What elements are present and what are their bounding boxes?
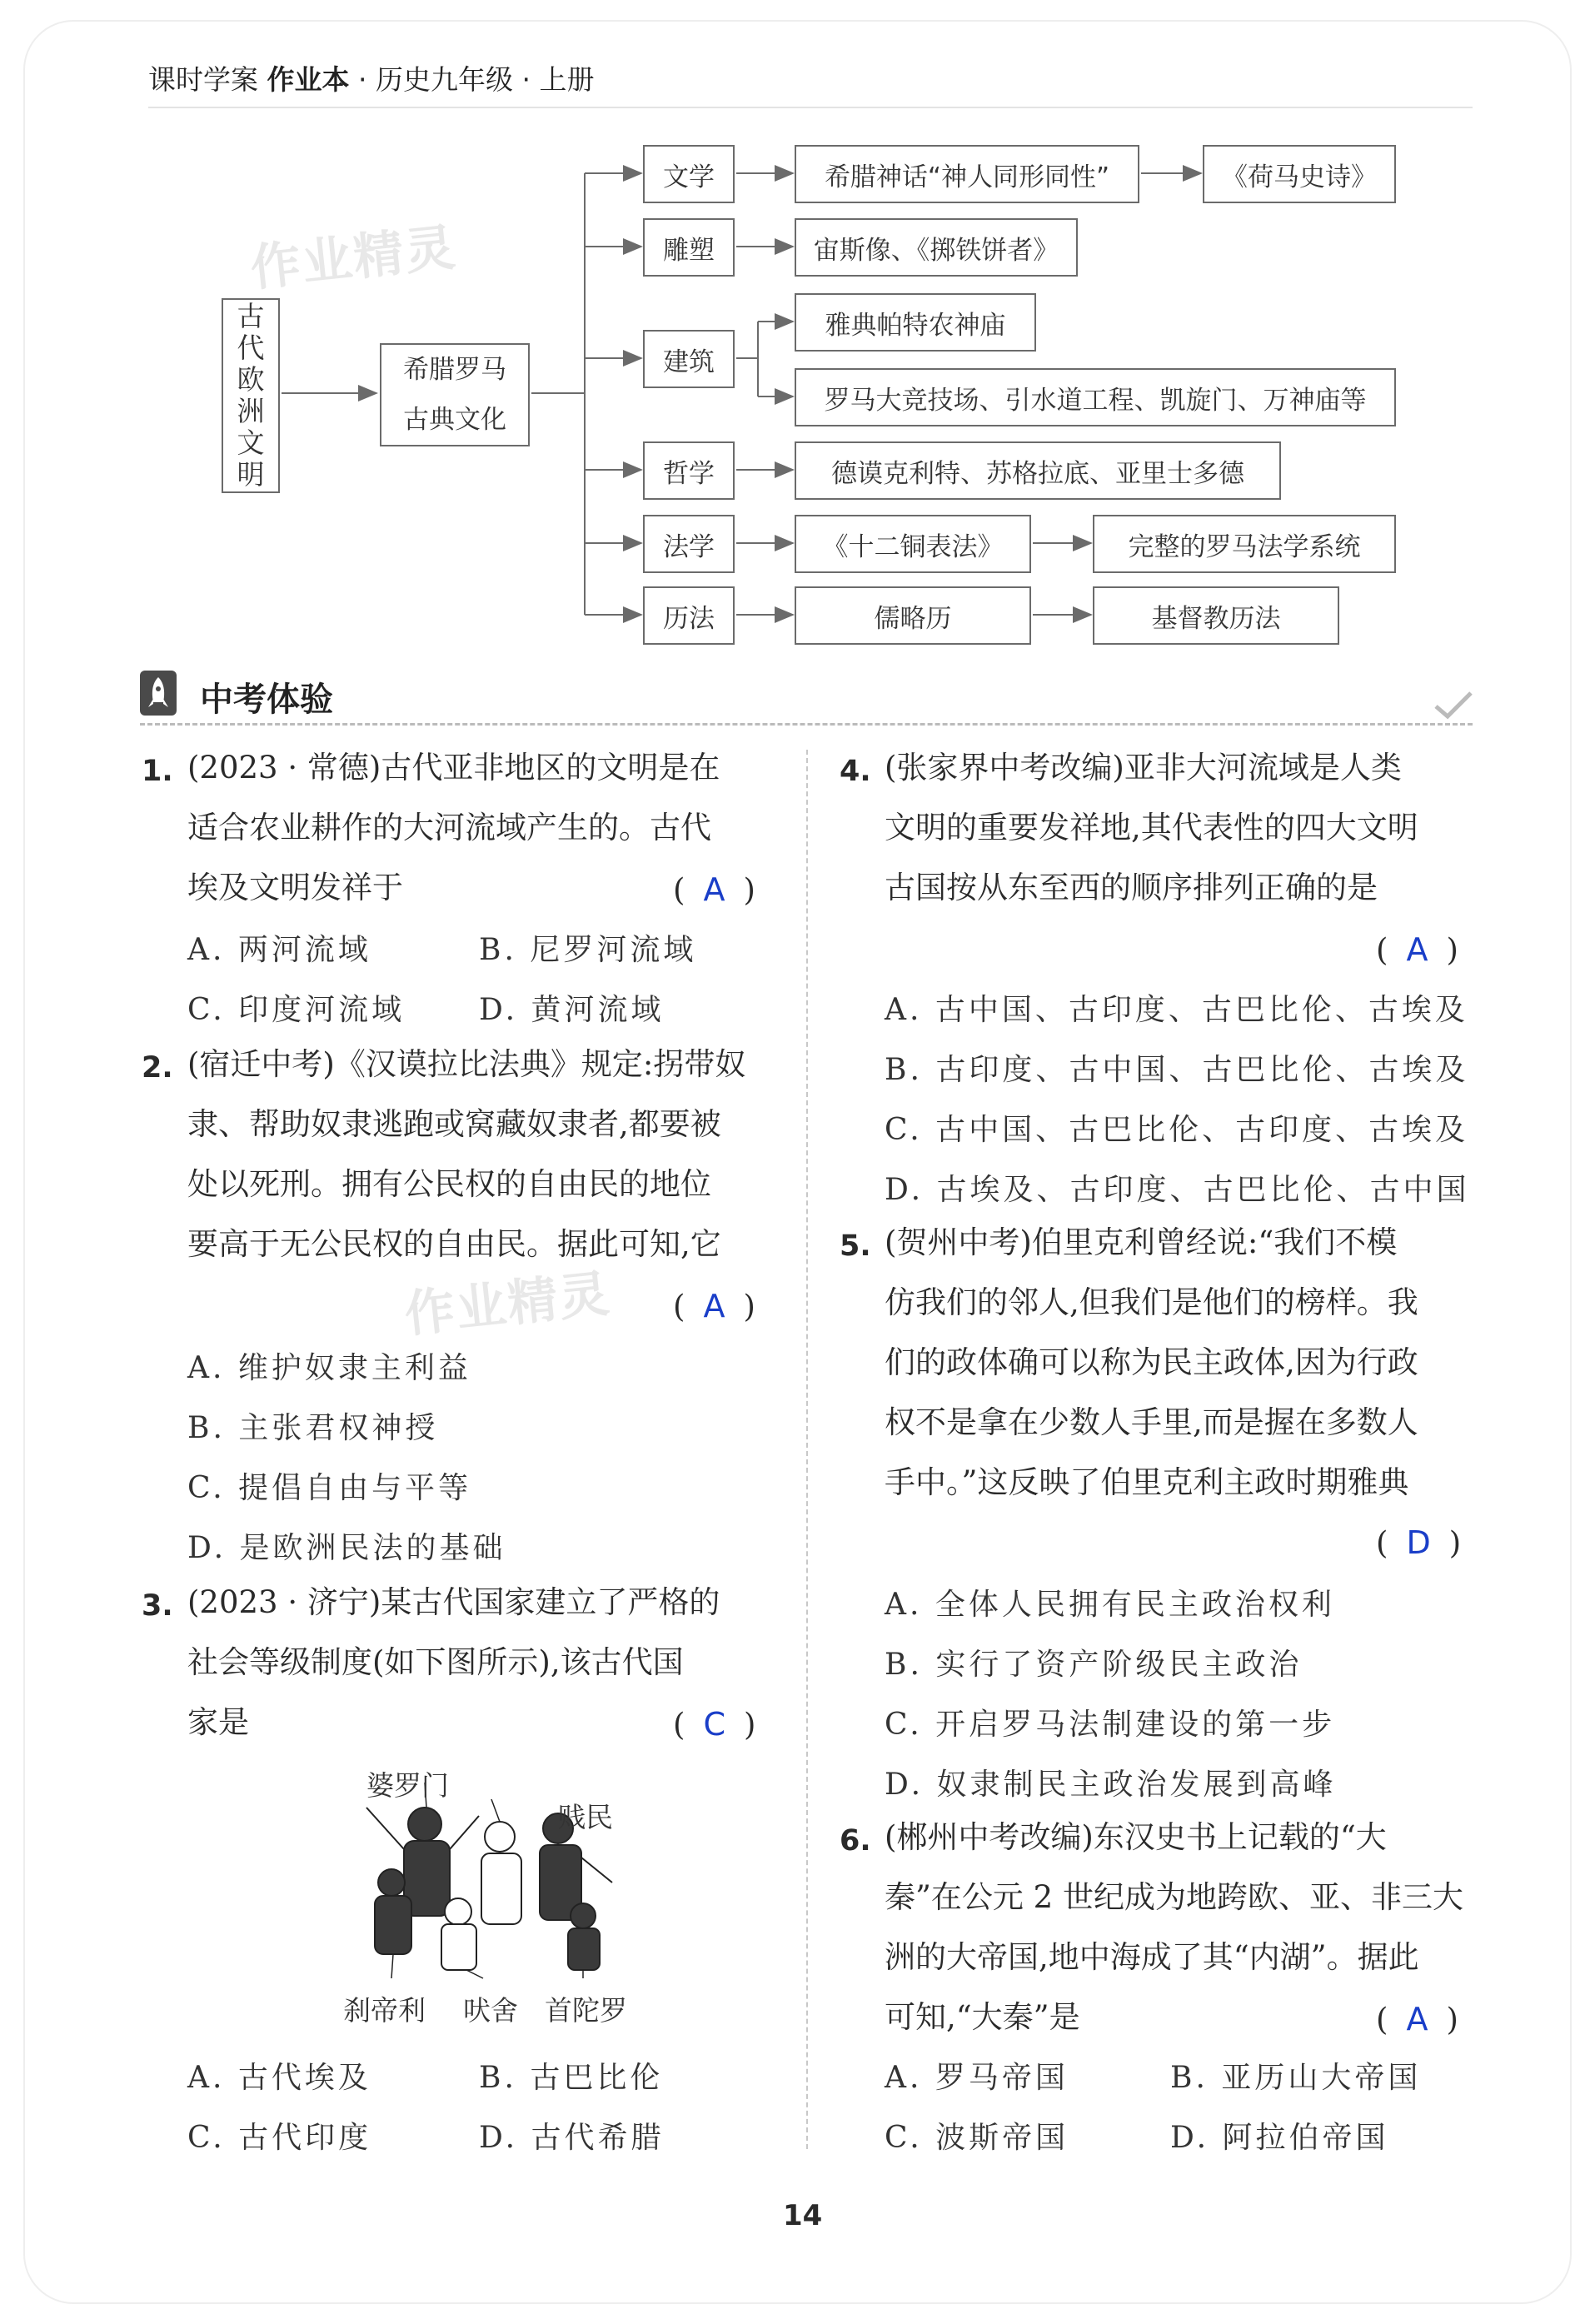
q2-option-b: B. 主张君权神授 [187,1411,439,1445]
q5-number: 5. [840,1229,871,1263]
q2-number: 2. [142,1051,173,1085]
q2-option-a: A. 维护奴隶主利益 [187,1351,471,1385]
section-rule [140,723,1473,726]
q2-stem: (宿迁中考)《汉谟拉比法典》规定:拐带奴 隶、帮助奴隶逃跑或窝藏奴隶者,都要被 处以死刑。拥有公民权的自由民的地位 要高于无公民权的自由民。据此可知,它 [187,1046,746,1262]
q4-stem: (张家界中考改编)亚非大河流域是人类 文明的重要发祥地,其代表性的四大文明 古国按从东至西的顺序排列正确的是 [885,750,1418,905]
item-christian-calendar: 基督教历法 [1093,586,1339,645]
q1-stem: (2023 · 常德)古代亚非地区的文明是在 适合农业耕作的大河流域产生的。古代 埃及文明发祥于 [187,750,720,905]
q5-option-b: B. 实行了资产阶级民主政治 [885,1648,1303,1682]
branch-sculpture: 雕塑 [643,218,735,277]
item-philosophers: 德谟克利特、苏格拉底、亚里士多德 [795,441,1281,500]
label-kshatriya: 刹帝利 [343,1994,426,2027]
q6-option-a: A. 罗马帝国 [885,2061,1069,2095]
q3-option-d: D. 古代希腊 [479,2121,665,2155]
q3-option-b: B. 古巴比伦 [479,2061,664,2095]
q5-stem: (贺州中考)伯里克利曾经说:“我们不模 仿我们的邻人,但我们是他们的榜样。我 们的政体确可以称为民主政体,因为行政 权不是拿在少数人手里,而是握在多数人 手中。”这反映了伯里克利主政时期雅典 [885,1224,1418,1500]
item-roman-law-system: 完整的罗马法学系统 [1093,515,1396,573]
q5-option-a: A. 全体人民拥有民主政治权利 [885,1588,1335,1622]
mindmap-center: 希腊罗马 古典文化 [380,343,530,446]
q3-stem: (2023 · 济宁)某古代国家建立了严格的 社会等级制度(如下图所示),该古代国 家是 [187,1584,720,1740]
branch-literature: 文学 [643,145,735,203]
q5-option-c: C. 开启罗马法制建设的第一步 [885,1708,1336,1742]
item-greek-mythology: 希腊神话“神人同形同性” [795,145,1139,203]
q2-answer: ( A ) [673,1288,755,1324]
q1-answer: ( A ) [673,871,755,908]
label-dalit: 贱民 [558,1801,613,1833]
q4-option-d: D. 古埃及、古印度、古巴比伦、古中国 [885,1173,1470,1207]
column-divider [806,750,808,2149]
section-title: 中考体验 [200,681,333,719]
q6-option-b: B. 亚历山大帝国 [1170,2061,1422,2095]
checkmark-icon [1433,688,1474,721]
label-shudra: 首陀罗 [545,1994,627,2027]
item-julian-calendar: 儒略历 [795,586,1031,645]
branch-calendar: 历法 [643,586,735,645]
q3-number: 3. [142,1589,173,1623]
q5-answer: ( D ) [1376,1524,1462,1561]
item-parthenon: 雅典帕特农神庙 [795,293,1036,352]
branch-philosophy: 哲学 [643,441,735,500]
q1-option-d: D. 黄河流域 [479,993,665,1027]
q6-option-c: C. 波斯帝国 [885,2121,1069,2155]
q3-option-a: A. 古代埃及 [187,2061,371,2095]
q5-option-d: D. 奴隶制民主政治发展到高峰 [885,1768,1337,1802]
branch-law: 法学 [643,515,735,573]
q6-option-d: D. 阿拉伯帝国 [1170,2121,1389,2155]
item-zeus-statue: 宙斯像、《掷铁饼者》 [795,218,1078,277]
rocket-icon [140,671,177,716]
q2-option-c: C. 提倡自由与平等 [187,1471,472,1505]
q4-number: 4. [840,755,871,788]
page-number: 14 [783,2199,823,2232]
q1-option-c: C. 印度河流域 [187,993,406,1027]
q1-option-a: A. 两河流域 [187,933,371,967]
label-vaishya: 吠舍 [463,1994,518,2027]
label-brahmin: 婆罗门 [366,1769,449,1802]
book-header: 课时学案 作业本 · 历史九年级 · 上册 [148,63,595,96]
branch-architecture: 建筑 [643,330,735,388]
q4-answer: ( A ) [1376,931,1458,968]
q2-option-d: D. 是欧洲民法的基础 [187,1531,506,1565]
watermark: 作业精灵 [401,1264,614,1344]
q4-option-c: C. 古中国、古巴比伦、古印度、古埃及 [885,1113,1469,1147]
q6-stem: (郴州中考改编)东汉史书上记载的“大 秦”在公元 2 世纪成为地跨欧、亚、非三大 洲的大帝国,地中海成了其“内湖”。据此 可知,“大秦”是 [885,1819,1463,2035]
q6-answer: ( A ) [1376,2001,1458,2037]
q3-option-c: C. 古代印度 [187,2121,372,2155]
item-homer-epics: 《荷马史诗》 [1203,145,1396,203]
q1-number: 1. [142,755,173,788]
item-roman-architecture: 罗马大竞技场、引水道工程、凯旋门、万神庙等 [795,368,1396,426]
mindmap-root: 古 代 欧 洲 文 明 [222,298,280,493]
q6-number: 6. [840,1824,871,1858]
q3-answer: ( C ) [673,1706,756,1743]
q4-option-a: A. 古中国、古印度、古巴比伦、古埃及 [885,993,1468,1027]
q1-option-b: B. 尼罗河流域 [479,933,697,967]
q4-option-b: B. 古印度、古中国、古巴比伦、古埃及 [885,1053,1469,1087]
item-twelve-tables: 《十二铜表法》 [795,515,1031,573]
watermark: 作业精灵 [247,218,460,298]
